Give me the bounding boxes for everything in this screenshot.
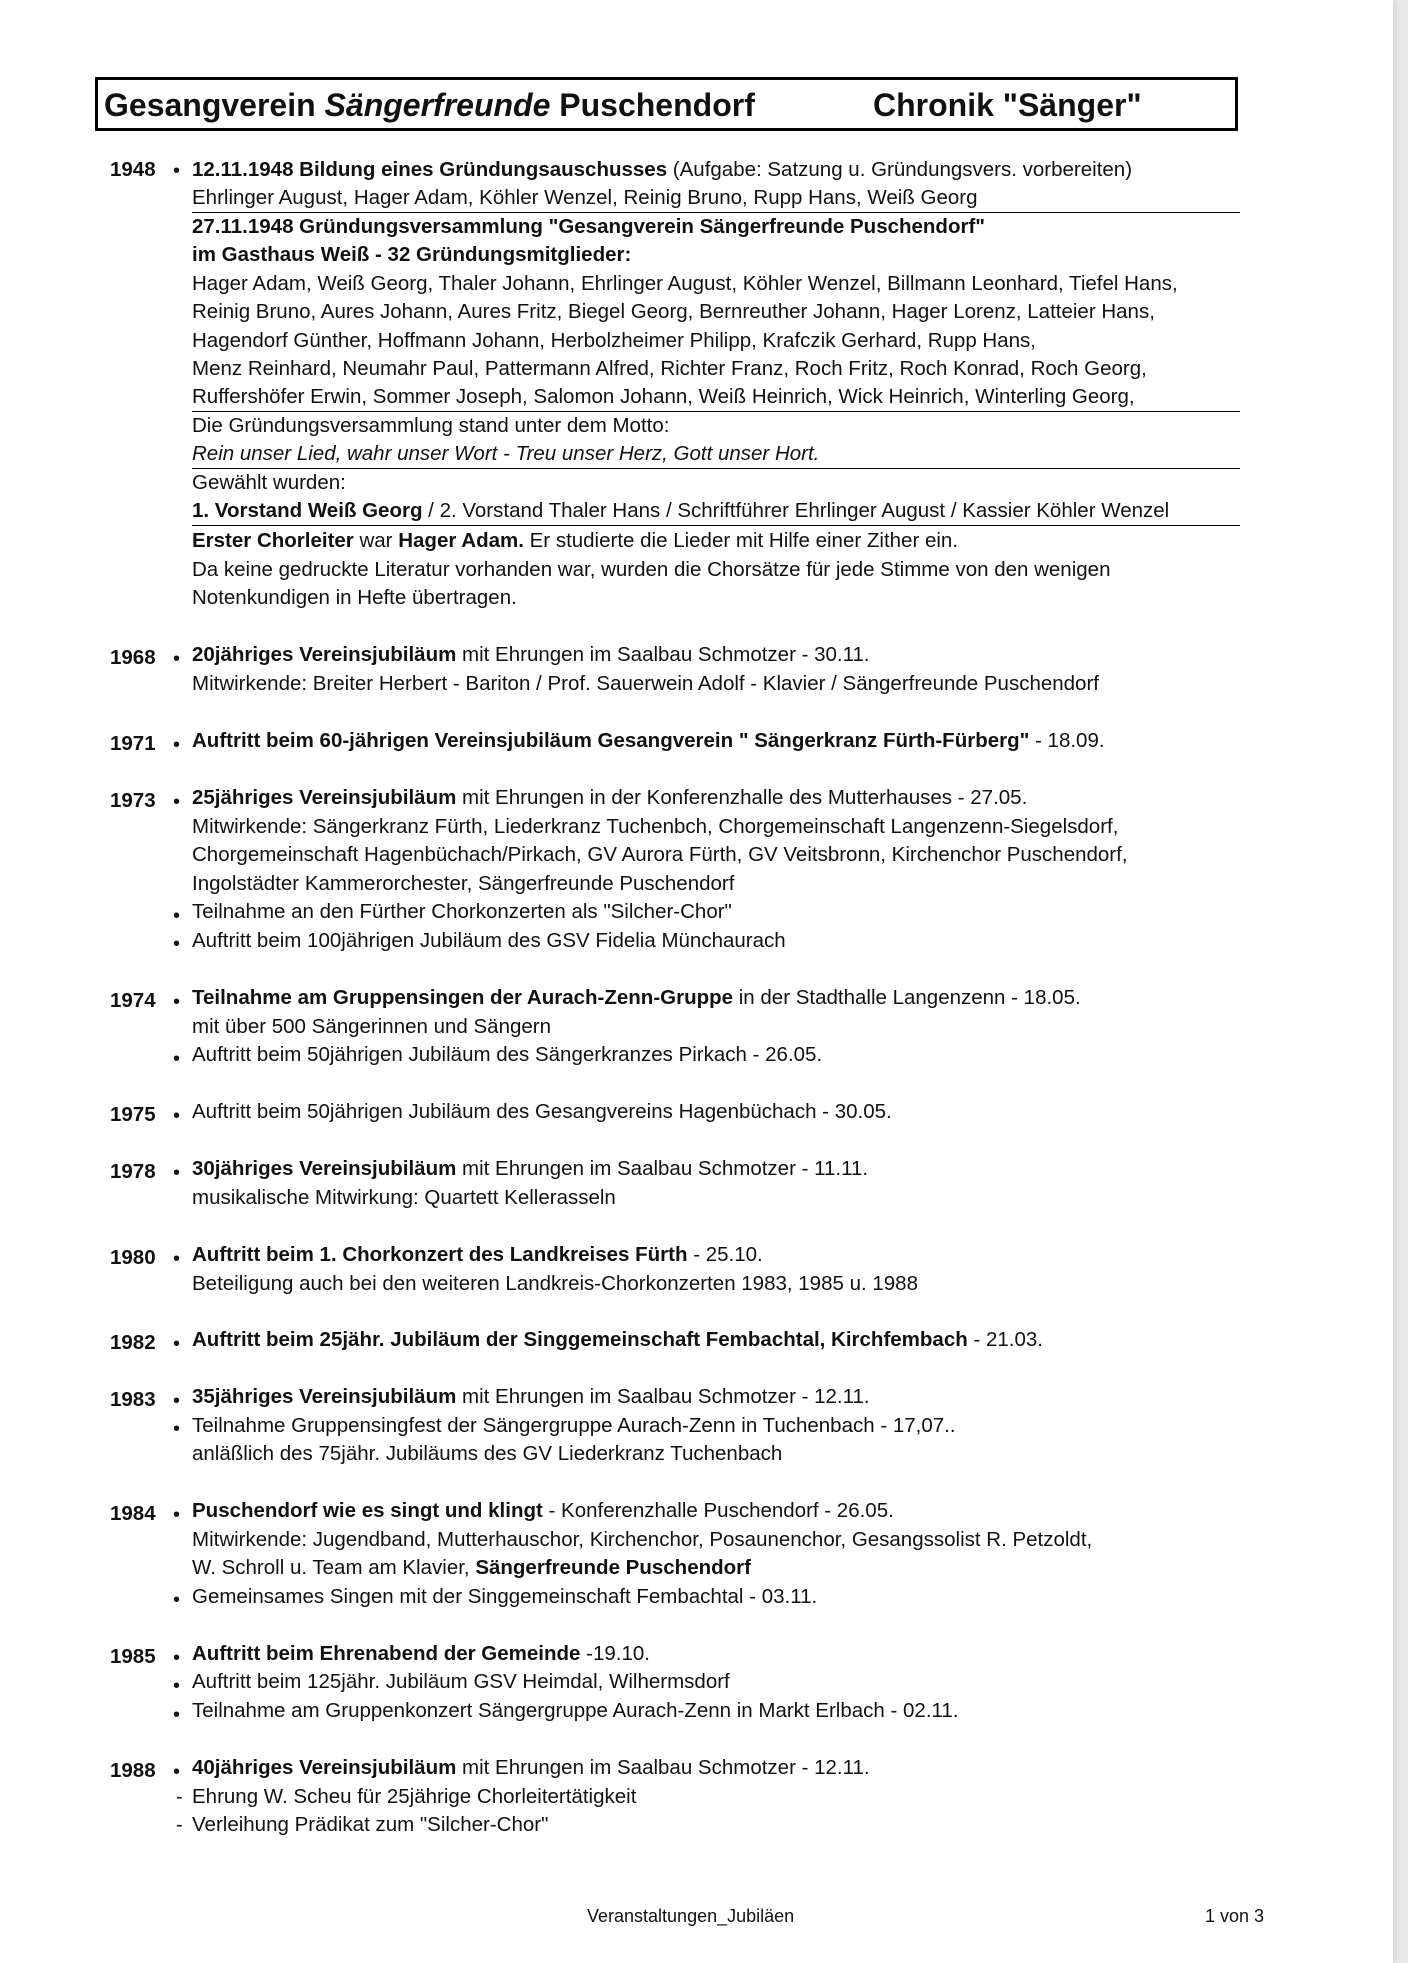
entry-line: Teilnahme Gruppensingfest der Sängergruppe Aurach-Zenn in Tuchenbach - 17,07.. bbox=[192, 1414, 956, 1437]
bullet: • bbox=[173, 933, 181, 955]
title-box bbox=[95, 77, 1238, 131]
motto-line: Rein unser Lied, wahr unser Wort - Treu unser Herz, Gott unser Hort. bbox=[192, 442, 1240, 469]
year-label: 1983 bbox=[110, 1388, 156, 1411]
page-number: 1 von 3 bbox=[1205, 1906, 1265, 1926]
entry-line: mit über 500 Sängerinnen und Sängern bbox=[192, 1015, 552, 1038]
entry-highlight: Auftritt beim 1. Chorkonzert des Landkreises Fürth bbox=[192, 1243, 688, 1266]
bullet: • bbox=[173, 791, 181, 813]
dash-marker: - bbox=[176, 1786, 183, 1808]
entry-text: mit Ehrungen im Saalbau Schmotzer - 11.11. bbox=[456, 1157, 869, 1180]
entry-highlight: Hager Adam. bbox=[398, 529, 524, 552]
year-label: 1980 bbox=[110, 1246, 156, 1269]
year-label: 1974 bbox=[110, 989, 156, 1012]
bullet: • bbox=[173, 734, 181, 756]
entry-line: Chorgemeinschaft Hagenbüchach/Pirkach, GV Aurora Fürth, GV Veitsbronn, Kirchenchor Puschendorf, bbox=[192, 843, 1128, 866]
member-line: Hagendorf Günther, Hoffmann Johann, Herbolzheimer Philipp, Krafczik Gerhard, Rupp Hans, bbox=[192, 329, 1036, 352]
entry-line: Ingolstädter Kammerorchester, Sängerfreunde Puschendorf bbox=[192, 872, 735, 895]
bullet: • bbox=[173, 1647, 181, 1669]
year-label: 1973 bbox=[110, 789, 156, 812]
year-label: 1985 bbox=[110, 1645, 156, 1668]
entry-line: Verleihung Prädikat zum "Silcher-Chor" bbox=[192, 1813, 549, 1836]
entry-line bbox=[192, 1556, 751, 1582]
chronicle-title: Chronik "Sänger" bbox=[873, 87, 1142, 123]
year-label: 1978 bbox=[110, 1160, 156, 1183]
entry-text: mit Ehrungen im Saalbau Schmotzer - 30.11. bbox=[456, 643, 870, 666]
entry-text: -19.10. bbox=[580, 1642, 650, 1665]
entry-text: Er studierte die Lieder mit Hilfe einer Zither ein. bbox=[523, 529, 959, 552]
entry-line: Notenkundigen in Hefte übertragen. bbox=[192, 586, 517, 609]
bullet: • bbox=[173, 1390, 181, 1412]
entry-highlight: Teilnahme am Gruppensingen der Aurach-Zenn-Gruppe bbox=[192, 986, 734, 1009]
bullet: • bbox=[173, 1589, 181, 1611]
title-italic: Sängerfreunde bbox=[324, 87, 551, 123]
entry-text: W. Schroll u. Team am Klavier, bbox=[192, 1556, 476, 1579]
entry-text: in der Stadthalle Langenzenn - 18.05. bbox=[733, 986, 1081, 1009]
entry-text: - Konferenzhalle Puschendorf - 26.05. bbox=[542, 1499, 894, 1522]
bullet: • bbox=[173, 1162, 181, 1184]
bullet: • bbox=[173, 1333, 181, 1355]
entry-line bbox=[192, 1642, 650, 1668]
entry-highlight: Auftritt beim 60-jährigen Vereinsjubiläum Gesangverein " Sängerkranz Fürth-Fürberg" bbox=[192, 729, 1030, 752]
bullet: • bbox=[173, 1048, 181, 1070]
entry-line bbox=[192, 1385, 870, 1411]
entry-line: Beteiligung auch bei den weiteren Landkreis-Chorkonzerten 1983, 1985 u. 1988 bbox=[192, 1272, 918, 1295]
entry-line bbox=[192, 1243, 763, 1269]
year-label: 1971 bbox=[110, 732, 156, 755]
year-label: 1988 bbox=[110, 1759, 156, 1782]
year-label: 1982 bbox=[110, 1331, 156, 1354]
entry-text: war bbox=[353, 529, 399, 552]
bullet: • bbox=[173, 648, 181, 670]
dash-marker: - bbox=[176, 1814, 183, 1836]
year-label: 1984 bbox=[110, 1502, 156, 1525]
entry-line: Die Gründungsversammlung stand unter dem Motto: bbox=[192, 414, 670, 437]
bullet: • bbox=[173, 991, 181, 1013]
entry-line: Gewählt wurden: bbox=[192, 471, 346, 494]
entry-text: mit Ehrungen im Saalbau Schmotzer - 12.11. bbox=[456, 1385, 870, 1408]
entry-line: Mitwirkende: Breiter Herbert - Bariton / Prof. Sauerwein Adolf - Klavier / Sängerfreunde Puschendorf bbox=[192, 672, 1099, 695]
entry-highlight: 12.11.1948 Bildung eines Gründungsauschusses bbox=[192, 158, 668, 181]
entry-text: / 2. Vorstand Thaler Hans / Schriftführer Ehrlinger August / Kassier Köhler Wenzel bbox=[422, 499, 1170, 522]
entry-line bbox=[192, 1499, 894, 1525]
entry-line: Da keine gedruckte Literatur vorhanden war, wurden die Chorsätze für jede Stimme von den wenigen bbox=[192, 558, 1111, 581]
bullet: • bbox=[173, 160, 181, 182]
member-line: Ruffershöfer Erwin, Sommer Joseph, Salomon Johann, Weiß Heinrich, Wick Heinrich, Winterling Georg, bbox=[192, 385, 1240, 412]
entry-line: Ehrlinger August, Hager Adam, Köhler Wenzel, Reinig Bruno, Rupp Hans, Weiß Georg bbox=[192, 186, 1240, 213]
title-suffix: Puschendorf bbox=[550, 87, 755, 123]
entry-line bbox=[192, 986, 1081, 1012]
year-label: 1948 bbox=[110, 158, 156, 181]
entry-highlight: Auftritt beim Ehrenabend der Gemeinde bbox=[192, 1642, 581, 1665]
entry-highlight: Auftritt beim 25jähr. Jubiläum der Singgemeinschaft Fembachtal, Kirchfembach bbox=[192, 1328, 968, 1351]
bullet: • bbox=[173, 1418, 181, 1440]
entry-line bbox=[192, 529, 958, 555]
entry-line: Ehrung W. Scheu für 25jährige Chorleitertätigkeit bbox=[192, 1785, 637, 1808]
entry-text: mit Ehrungen in der Konferenzhalle des Mutterhauses - 27.05. bbox=[456, 786, 1028, 809]
entry-line: im Gasthaus Weiß - 32 Gründungsmitglieder: bbox=[192, 243, 632, 266]
bullet: • bbox=[173, 1248, 181, 1270]
entry-line: Gemeinsames Singen mit der Singgemeinschaft Fembachtal - 03.11. bbox=[192, 1585, 818, 1608]
entry-line bbox=[192, 158, 1132, 184]
entry-line bbox=[192, 643, 870, 669]
bullet: • bbox=[173, 1105, 181, 1127]
entry-highlight: 20jähriges Vereinsjubiläum bbox=[192, 643, 457, 666]
member-line: Reinig Bruno, Aures Johann, Aures Fritz, Biegel Georg, Bernreuther Johann, Hager Lorenz, Latteier Hans, bbox=[192, 300, 1155, 323]
entry-line: Auftritt beim 100jährigen Jubiläum des GSV Fidelia Münchaurach bbox=[192, 929, 786, 952]
entry-line bbox=[192, 1756, 870, 1782]
entry-line: anläßlich des 75jähr. Jubiläums des GV Liederkranz Tuchenbach bbox=[192, 1442, 783, 1465]
entry-highlight: Puschendorf wie es singt und klingt bbox=[192, 1499, 543, 1522]
entry-text: mit Ehrungen im Saalbau Schmotzer - 12.11. bbox=[456, 1756, 870, 1779]
member-line: Menz Reinhard, Neumahr Paul, Pattermann Alfred, Richter Franz, Roch Fritz, Roch Konrad, Roch Georg, bbox=[192, 357, 1147, 380]
entry-line bbox=[192, 1328, 1043, 1354]
entry-text: - 21.03. bbox=[967, 1328, 1043, 1351]
entry-line: musikalische Mitwirkung: Quartett Kellerasseln bbox=[192, 1186, 616, 1209]
entry-line: Auftritt beim 50jährigen Jubiläum des Sängerkranzes Pirkach - 26.05. bbox=[192, 1043, 823, 1066]
footer-filename: Veranstaltungen_Jubiläen bbox=[587, 1906, 795, 1926]
entry-highlight: 25jähriges Vereinsjubiläum bbox=[192, 786, 457, 809]
bullet: • bbox=[173, 1704, 181, 1726]
entry-line: Mitwirkende: Sängerkranz Fürth, Liederkranz Tuchenbch, Chorgemeinschaft Langenzenn-Siegelsdorf, bbox=[192, 815, 1119, 838]
entry-highlight: Erster Chorleiter bbox=[192, 529, 354, 552]
entry-line bbox=[192, 729, 1105, 755]
bullet: • bbox=[173, 1504, 181, 1526]
elected-line bbox=[192, 499, 1240, 526]
entry-highlight: 30jähriges Vereinsjubiläum bbox=[192, 1157, 457, 1180]
entry-highlight: 40jähriges Vereinsjubiläum bbox=[192, 1756, 457, 1779]
entry-highlight: 35jähriges Vereinsjubiläum bbox=[192, 1385, 457, 1408]
member-line: Hager Adam, Weiß Georg, Thaler Johann, Ehrlinger August, Köhler Wenzel, Billmann Leonhard, Tiefel Hans, bbox=[192, 272, 1178, 295]
entry-line: Teilnahme am Gruppenkonzert Sängergruppe Aurach-Zenn in Markt Erlbach - 02.11. bbox=[192, 1699, 959, 1722]
bullet: • bbox=[173, 1675, 181, 1697]
entry-line: Mitwirkende: Jugendband, Mutterhauschor, Kirchenchor, Posaunenchor, Gesangssolist R. Petzoldt, bbox=[192, 1528, 1093, 1551]
entry-line bbox=[192, 1157, 868, 1183]
entry-text: - 25.10. bbox=[687, 1243, 763, 1266]
bullet: • bbox=[173, 905, 181, 927]
entry-line bbox=[192, 786, 1027, 812]
year-label: 1968 bbox=[110, 646, 156, 669]
entry-text: (Aufgabe: Satzung u. Gründungsvers. vorbereiten) bbox=[667, 158, 1133, 181]
entry-highlight: Sängerfreunde Puschendorf bbox=[475, 1556, 751, 1579]
bullet: • bbox=[173, 1761, 181, 1783]
entry-line: 27.11.1948 Gründungsversammlung "Gesangverein Sängerfreunde Puschendorf" bbox=[192, 215, 986, 238]
document-title bbox=[104, 87, 755, 124]
entry-text: - 18.09. bbox=[1029, 729, 1105, 752]
entry-line: Auftritt beim 50jährigen Jubiläum des Gesangvereins Hagenbüchach - 30.05. bbox=[192, 1100, 892, 1123]
entry-highlight: 1. Vorstand Weiß Georg bbox=[192, 499, 423, 522]
entry-line: Teilnahme an den Fürther Chorkonzerten als "Silcher-Chor" bbox=[192, 900, 732, 923]
title-prefix: Gesangverein bbox=[104, 87, 325, 123]
year-label: 1975 bbox=[110, 1103, 156, 1126]
entry-line: Auftritt beim 125jähr. Jubiläum GSV Heimdal, Wilhermsdorf bbox=[192, 1670, 730, 1693]
